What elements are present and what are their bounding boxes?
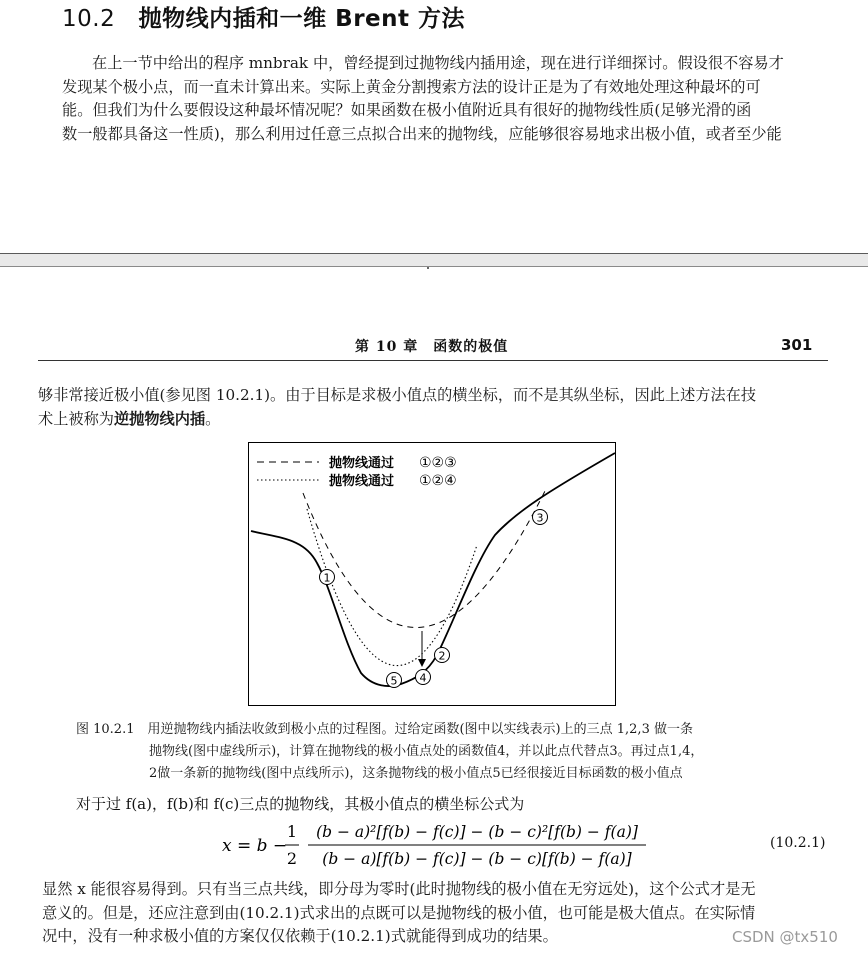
section-title [62, 0, 465, 33]
equation-numerator: (b − a)²[f(b) − f(c)] − (b − c)²[f(b) − f(a)] [316, 823, 638, 841]
formula-intro: 对于过 f(a)，f(b)和 f(c)三点的抛物线，其极小值点的横坐标公式为 [76, 795, 525, 813]
section-number: 10.2 [62, 6, 116, 32]
intro-line: 在上一节中给出的程序 mnbrak 中，曾经提到过抛物线内插用途，现在进行详细探讨。假设很不容易才 [92, 54, 784, 72]
continuation-paragraph [38, 384, 838, 431]
point-label: 3 [536, 511, 544, 525]
point-marker-2 [435, 648, 450, 663]
separator-dot [427, 267, 429, 269]
page-separator [0, 253, 868, 267]
figure-10-2-1 [248, 442, 616, 706]
continuation-line [38, 408, 838, 432]
caption-line: 图 10.2.1 用逆抛物线内插法收敛到极小点的过程图。过给定函数(图中以实线表示)上的三点 1,2,3 做一条 [76, 722, 693, 737]
half-denominator: 2 [286, 849, 298, 868]
point-label: 1 [323, 571, 331, 585]
continuation-text: 术上被称为 [38, 409, 114, 428]
equation-render [222, 820, 662, 872]
intro-line: 数一般都具备这一性质)，那么利用过任意三点拟合出来的抛物线，应能够很容易地求出极小值，或者至少能 [62, 124, 782, 143]
point-marker-4 [416, 670, 431, 685]
equation-lhs: x = b − [222, 836, 288, 856]
point-label: 4 [419, 671, 427, 685]
closing-line: 显然 x 能很容易得到。只有当三点共线，即分母为零时(此时抛物线的极小值在无穷远处)，这个公式才是无 [42, 880, 756, 898]
running-head: 第 10 章 函数的极值 [355, 339, 509, 355]
point-label: 2 [438, 649, 446, 663]
parabola-124 [307, 509, 477, 666]
caption-line: 抛物线(图中虚线所示)，计算在抛物线的极小值点处的函数值4，并以此点代替点3。再过点1,4， [149, 744, 704, 759]
page-number: 301 [781, 336, 813, 354]
legend-label-2: 抛物线通过 [329, 474, 395, 489]
point-marker-5 [387, 673, 402, 688]
term-inverse-parabolic-interpolation: 逆抛物线内插 [113, 409, 206, 428]
parabola-123 [303, 491, 545, 628]
arrow-head [418, 659, 426, 667]
equation-10-2-1 [222, 820, 662, 872]
caption-line: 2做一条新的抛物线(图中点线所示)，这条抛物线的极小值点5已经很接近目标函数的极小值点 [149, 766, 683, 781]
equation-denominator: (b − a)[f(b) − f(c)] − (b − c)[f(b) − f(a)] [322, 850, 632, 868]
section-heading: 抛物线内插和一维 Brent 方法 [138, 6, 466, 32]
closing-line: 意义的。但是，还应注意到由(10.2.1)式求出的点既可以是抛物线的极小值，也可能是极大值点。在实际情 [42, 903, 756, 922]
point-marker-3 [533, 510, 548, 525]
half-numerator: 1 [286, 822, 298, 841]
closing-line: 况中，没有一种求极小值的方案仅仅依赖于(10.2.1)式就能得到成功的结果。 [42, 927, 558, 945]
legend-label-1: 抛物线通过 [329, 456, 395, 471]
equation-number: (10.2.1) [770, 835, 826, 851]
intro-paragraph [62, 52, 857, 146]
intro-line: 能。但我们为什么要假设这种最坏情况呢？如果函数在极小值附近具有很好的抛物线性质(足够光滑的函 [62, 101, 752, 119]
watermark: CSDN @tx510 [732, 928, 838, 946]
intro-line: 发现某个极小点，而一直未计算出来。实际上黄金分割搜索方法的设计正是为了有效地处理这种最坏的可 [62, 77, 761, 96]
point-label: 5 [390, 674, 398, 688]
point-marker-1 [320, 570, 335, 585]
figure-caption [76, 719, 703, 785]
continuation-line: 够非常接近极小值(参见图 10.2.1)。由于目标是求极小值点的横坐标，而不是其纵坐标，因此上述方法在技 [38, 386, 757, 404]
legend-points-1: ①②③ [419, 455, 457, 471]
figure-plot [249, 443, 615, 705]
header-rule [38, 360, 828, 361]
legend-points-2: ①②④ [419, 473, 457, 489]
continuation-text: 。 [205, 409, 221, 428]
